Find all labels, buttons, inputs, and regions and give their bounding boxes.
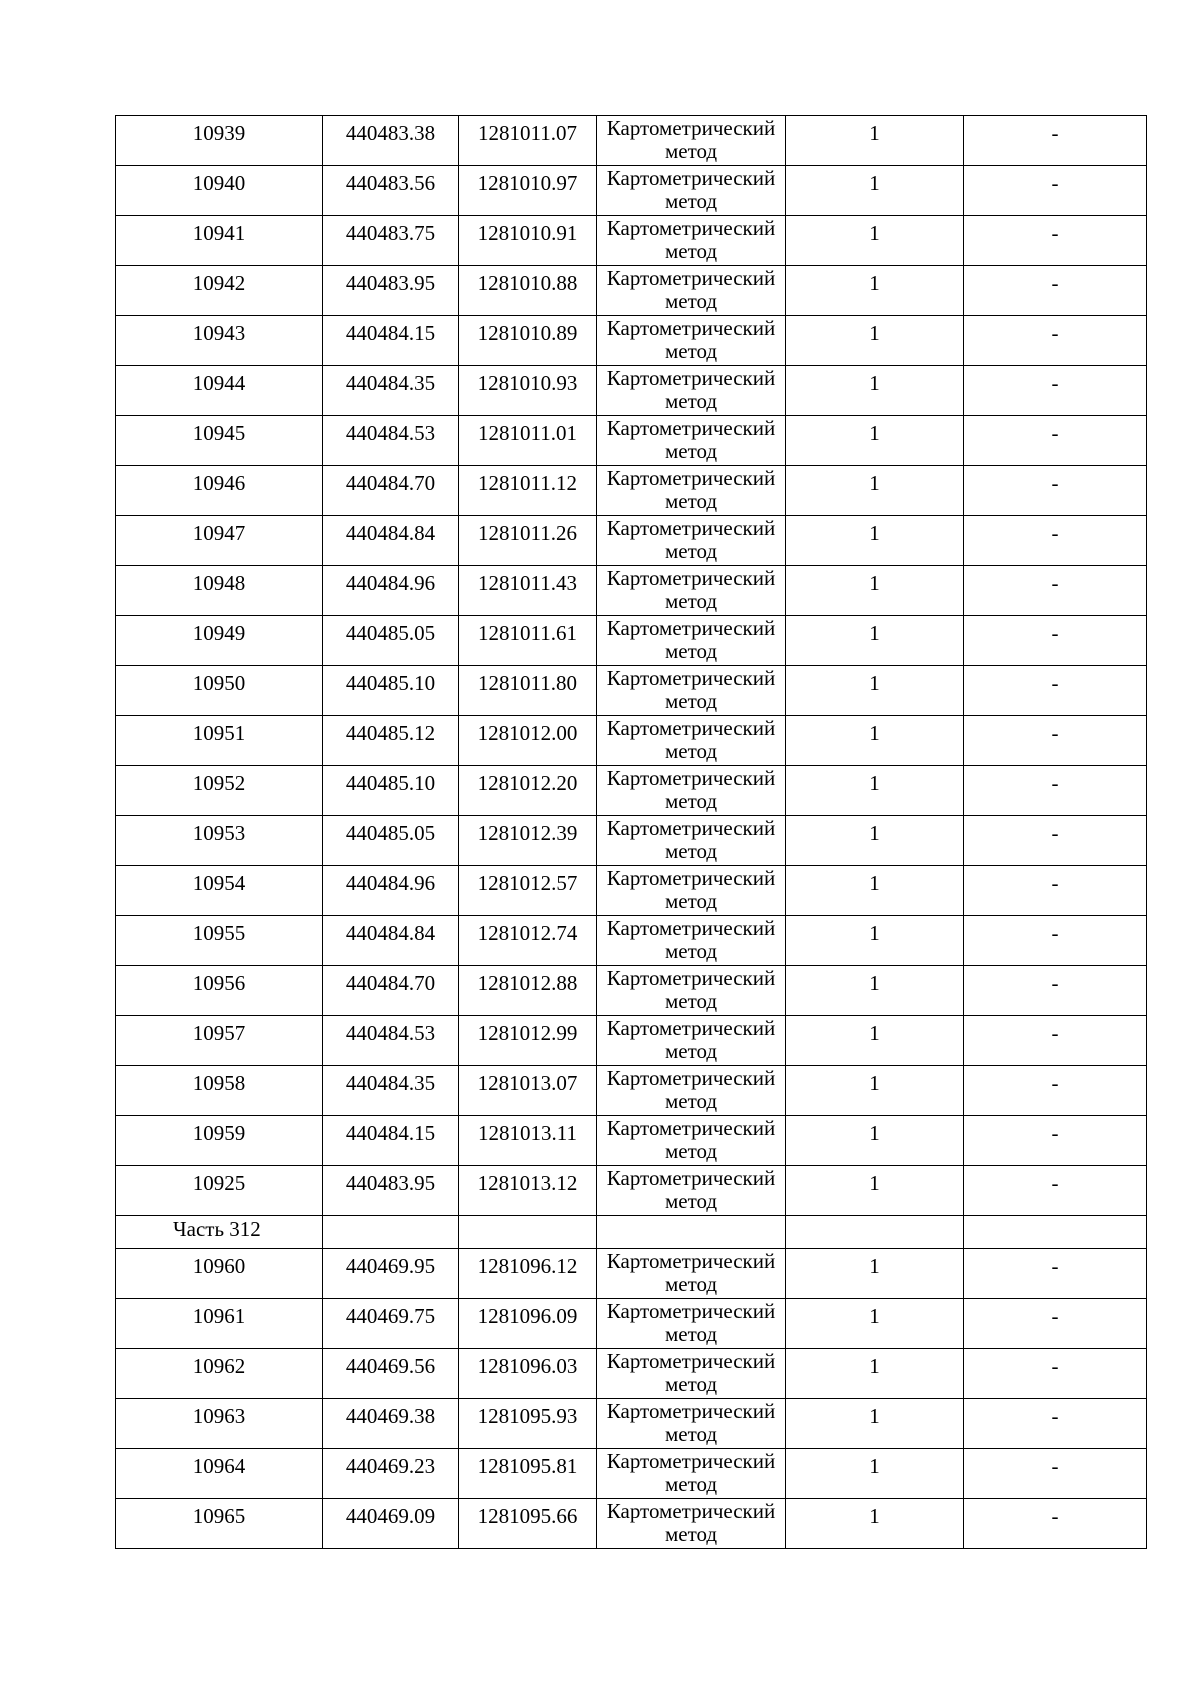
accuracy-cell: 1 (786, 1249, 964, 1299)
empty-cell (459, 1216, 597, 1249)
description-cell: - (964, 916, 1147, 966)
point-number-cell: 10942 (116, 266, 323, 316)
accuracy-cell: 1 (786, 916, 964, 966)
x-coordinate-cell: 440483.56 (323, 166, 459, 216)
table-row (116, 216, 1147, 266)
method-cell (597, 1399, 786, 1449)
description-cell: - (964, 1399, 1147, 1449)
y-coordinate-cell: 1281012.57 (459, 866, 597, 916)
accuracy-cell: 1 (786, 1349, 964, 1399)
description-cell: - (964, 466, 1147, 516)
x-coordinate-cell: 440469.95 (323, 1249, 459, 1299)
accuracy-cell: 1 (786, 766, 964, 816)
point-number-cell: 10957 (116, 1016, 323, 1066)
table-row (116, 466, 1147, 516)
x-coordinate-cell: 440469.56 (323, 1349, 459, 1399)
y-coordinate-cell: 1281012.99 (459, 1016, 597, 1066)
x-coordinate-cell: 440484.84 (323, 516, 459, 566)
method-text: метод (664, 839, 718, 863)
description-cell: - (964, 166, 1147, 216)
method-cell (597, 1066, 786, 1116)
method-text: Картометрический (606, 466, 776, 490)
method-cell (597, 516, 786, 566)
method-cell (597, 466, 786, 516)
y-coordinate-cell: 1281011.07 (459, 116, 597, 166)
method-text: метод (664, 1522, 718, 1546)
y-coordinate-cell: 1281011.61 (459, 616, 597, 666)
accuracy-cell: 1 (786, 116, 964, 166)
method-cell (597, 916, 786, 966)
point-number-cell: 10960 (116, 1249, 323, 1299)
method-text: метод (664, 189, 718, 213)
accuracy-cell: 1 (786, 1299, 964, 1349)
method-cell (597, 1249, 786, 1299)
table-row (116, 1499, 1147, 1549)
description-cell: - (964, 516, 1147, 566)
point-number-cell: 10925 (116, 1166, 323, 1216)
method-text: метод (664, 239, 718, 263)
y-coordinate-cell: 1281095.66 (459, 1499, 597, 1549)
method-text: метод (664, 989, 718, 1013)
method-text: метод (664, 289, 718, 313)
x-coordinate-cell: 440484.15 (323, 1116, 459, 1166)
y-coordinate-cell: 1281011.26 (459, 516, 597, 566)
method-text: Картометрический (606, 266, 776, 290)
description-cell: - (964, 1499, 1147, 1549)
point-number-cell: 10959 (116, 1116, 323, 1166)
description-cell: - (964, 1066, 1147, 1116)
x-coordinate-cell: 440484.15 (323, 316, 459, 366)
table-row (116, 766, 1147, 816)
accuracy-cell: 1 (786, 566, 964, 616)
method-cell (597, 116, 786, 166)
method-text: Картометрический (606, 216, 776, 240)
method-cell (597, 1449, 786, 1499)
y-coordinate-cell: 1281095.93 (459, 1399, 597, 1449)
method-cell (597, 166, 786, 216)
y-coordinate-cell: 1281096.09 (459, 1299, 597, 1349)
point-number-cell: 10949 (116, 616, 323, 666)
point-number-cell: 10943 (116, 316, 323, 366)
description-cell: - (964, 816, 1147, 866)
method-text: метод (664, 489, 718, 513)
method-cell (597, 366, 786, 416)
table-row (116, 166, 1147, 216)
table-row (116, 566, 1147, 616)
method-text: метод (664, 739, 718, 763)
description-cell: - (964, 366, 1147, 416)
method-text: метод (664, 589, 718, 613)
table-row (116, 1166, 1147, 1216)
method-text: Картометрический (606, 966, 776, 990)
table-row (116, 716, 1147, 766)
method-text: Картометрический (606, 916, 776, 940)
method-text: Картометрический (606, 1016, 776, 1040)
accuracy-cell: 1 (786, 166, 964, 216)
point-number-cell: 10958 (116, 1066, 323, 1116)
method-text: метод (664, 939, 718, 963)
method-text: метод (664, 139, 718, 163)
table-row (116, 616, 1147, 666)
accuracy-cell: 1 (786, 716, 964, 766)
x-coordinate-cell: 440469.75 (323, 1299, 459, 1349)
x-coordinate-cell: 440485.10 (323, 766, 459, 816)
description-cell: - (964, 566, 1147, 616)
method-text: Картометрический (606, 1166, 776, 1190)
description-cell: - (964, 416, 1147, 466)
point-number-cell: 10962 (116, 1349, 323, 1399)
table-row (116, 1399, 1147, 1449)
description-cell: - (964, 1016, 1147, 1066)
method-cell (597, 1499, 786, 1549)
method-text: метод (664, 1472, 718, 1496)
point-number-cell: 10956 (116, 966, 323, 1016)
method-text: метод (664, 1372, 718, 1396)
x-coordinate-cell: 440484.53 (323, 1016, 459, 1066)
x-coordinate-cell: 440484.96 (323, 566, 459, 616)
method-text: Картометрический (606, 316, 776, 340)
table-row (116, 666, 1147, 716)
method-text: Картометрический (606, 416, 776, 440)
method-cell (597, 766, 786, 816)
method-text: метод (664, 1189, 718, 1213)
method-text: метод (664, 1272, 718, 1296)
y-coordinate-cell: 1281096.03 (459, 1349, 597, 1399)
point-number-cell: 10946 (116, 466, 323, 516)
table-row (116, 1066, 1147, 1116)
method-cell (597, 1299, 786, 1349)
y-coordinate-cell: 1281095.81 (459, 1449, 597, 1499)
x-coordinate-cell: 440483.95 (323, 266, 459, 316)
accuracy-cell: 1 (786, 1066, 964, 1116)
table-row (116, 516, 1147, 566)
accuracy-cell: 1 (786, 616, 964, 666)
description-cell: - (964, 1249, 1147, 1299)
table-row (116, 366, 1147, 416)
accuracy-cell: 1 (786, 1016, 964, 1066)
x-coordinate-cell: 440483.75 (323, 216, 459, 266)
accuracy-cell: 1 (786, 216, 964, 266)
method-text: Картометрический (606, 616, 776, 640)
y-coordinate-cell: 1281012.39 (459, 816, 597, 866)
accuracy-cell: 1 (786, 966, 964, 1016)
y-coordinate-cell: 1281011.01 (459, 416, 597, 466)
accuracy-cell: 1 (786, 316, 964, 366)
description-cell: - (964, 616, 1147, 666)
method-cell (597, 816, 786, 866)
x-coordinate-cell: 440485.10 (323, 666, 459, 716)
method-cell (597, 616, 786, 666)
y-coordinate-cell: 1281013.07 (459, 1066, 597, 1116)
x-coordinate-cell: 440484.53 (323, 416, 459, 466)
method-cell (597, 716, 786, 766)
point-number-cell: 10954 (116, 866, 323, 916)
coordinates-table-body (116, 116, 1147, 1549)
method-cell (597, 266, 786, 316)
coordinates-table (115, 115, 1147, 1549)
y-coordinate-cell: 1281096.12 (459, 1249, 597, 1299)
x-coordinate-cell: 440484.84 (323, 916, 459, 966)
table-row (116, 1349, 1147, 1399)
accuracy-cell: 1 (786, 416, 964, 466)
empty-cell (964, 1216, 1147, 1249)
x-coordinate-cell: 440484.70 (323, 466, 459, 516)
method-text: Картометрический (606, 566, 776, 590)
empty-cell (323, 1216, 459, 1249)
accuracy-cell: 1 (786, 1399, 964, 1449)
y-coordinate-cell: 1281010.91 (459, 216, 597, 266)
table-row (116, 916, 1147, 966)
accuracy-cell: 1 (786, 666, 964, 716)
method-text: Картометрический (606, 1116, 776, 1140)
point-number-cell: 10963 (116, 1399, 323, 1449)
x-coordinate-cell: 440484.35 (323, 366, 459, 416)
table-row (116, 966, 1147, 1016)
x-coordinate-cell: 440469.09 (323, 1499, 459, 1549)
method-text: Картометрический (606, 166, 776, 190)
y-coordinate-cell: 1281011.12 (459, 466, 597, 516)
method-cell (597, 966, 786, 1016)
method-cell (597, 1116, 786, 1166)
accuracy-cell: 1 (786, 516, 964, 566)
point-number-cell: 10961 (116, 1299, 323, 1349)
point-number-cell: 10948 (116, 566, 323, 616)
method-text: метод (664, 1139, 718, 1163)
y-coordinate-cell: 1281010.97 (459, 166, 597, 216)
x-coordinate-cell: 440484.35 (323, 1066, 459, 1116)
accuracy-cell: 1 (786, 816, 964, 866)
method-text: метод (664, 1322, 718, 1346)
y-coordinate-cell: 1281013.11 (459, 1116, 597, 1166)
x-coordinate-cell: 440485.05 (323, 816, 459, 866)
point-number-cell: 10939 (116, 116, 323, 166)
method-text: метод (664, 539, 718, 563)
method-text: Картометрический (606, 366, 776, 390)
y-coordinate-cell: 1281013.12 (459, 1166, 597, 1216)
point-number-cell: 10944 (116, 366, 323, 416)
point-number-cell: 10953 (116, 816, 323, 866)
accuracy-cell: 1 (786, 1499, 964, 1549)
table-row (116, 1016, 1147, 1066)
accuracy-cell: 1 (786, 266, 964, 316)
method-cell (597, 666, 786, 716)
method-text: метод (664, 439, 718, 463)
part-label: Часть 312 (116, 1216, 323, 1249)
x-coordinate-cell: 440484.96 (323, 866, 459, 916)
table-row (116, 816, 1147, 866)
x-coordinate-cell: 440469.38 (323, 1399, 459, 1449)
table-row (116, 116, 1147, 166)
method-text: метод (664, 1422, 718, 1446)
accuracy-cell: 1 (786, 1166, 964, 1216)
description-cell: - (964, 266, 1147, 316)
description-cell: - (964, 716, 1147, 766)
y-coordinate-cell: 1281011.80 (459, 666, 597, 716)
y-coordinate-cell: 1281010.88 (459, 266, 597, 316)
method-cell (597, 1349, 786, 1399)
description-cell: - (964, 216, 1147, 266)
method-cell (597, 1166, 786, 1216)
y-coordinate-cell: 1281012.74 (459, 916, 597, 966)
method-cell (597, 416, 786, 466)
accuracy-cell: 1 (786, 466, 964, 516)
y-coordinate-cell: 1281010.93 (459, 366, 597, 416)
method-text: Картометрический (606, 1299, 776, 1323)
x-coordinate-cell: 440483.95 (323, 1166, 459, 1216)
method-text: метод (664, 689, 718, 713)
method-text: Картометрический (606, 1499, 776, 1523)
description-cell: - (964, 766, 1147, 816)
point-number-cell: 10964 (116, 1449, 323, 1499)
table-row (116, 1299, 1147, 1349)
y-coordinate-cell: 1281012.88 (459, 966, 597, 1016)
y-coordinate-cell: 1281012.20 (459, 766, 597, 816)
x-coordinate-cell: 440483.38 (323, 116, 459, 166)
point-number-cell: 10950 (116, 666, 323, 716)
description-cell: - (964, 116, 1147, 166)
table-row (116, 1249, 1147, 1299)
point-number-cell: 10945 (116, 416, 323, 466)
description-cell: - (964, 1299, 1147, 1349)
point-number-cell: 10965 (116, 1499, 323, 1549)
method-text: Картометрический (606, 716, 776, 740)
method-text: метод (664, 1089, 718, 1113)
method-text: Картометрический (606, 866, 776, 890)
description-cell: - (964, 1166, 1147, 1216)
method-text: Картометрический (606, 516, 776, 540)
method-text: Картометрический (606, 1449, 776, 1473)
method-text: метод (664, 1039, 718, 1063)
accuracy-cell: 1 (786, 1116, 964, 1166)
method-text: метод (664, 789, 718, 813)
accuracy-cell: 1 (786, 366, 964, 416)
method-text: метод (664, 889, 718, 913)
point-number-cell: 10947 (116, 516, 323, 566)
table-row (116, 1449, 1147, 1499)
y-coordinate-cell: 1281010.89 (459, 316, 597, 366)
table-row (116, 1116, 1147, 1166)
method-text: Картометрический (606, 1349, 776, 1373)
description-cell: - (964, 1349, 1147, 1399)
y-coordinate-cell: 1281012.00 (459, 716, 597, 766)
method-text: метод (664, 639, 718, 663)
method-text: Картометрический (606, 1066, 776, 1090)
empty-cell (597, 1216, 786, 1249)
method-cell (597, 216, 786, 266)
point-number-cell: 10941 (116, 216, 323, 266)
table-row (116, 266, 1147, 316)
point-number-cell: 10940 (116, 166, 323, 216)
x-coordinate-cell: 440484.70 (323, 966, 459, 1016)
x-coordinate-cell: 440469.23 (323, 1449, 459, 1499)
method-text: Картометрический (606, 1249, 776, 1273)
description-cell: - (964, 1116, 1147, 1166)
accuracy-cell: 1 (786, 866, 964, 916)
method-text: метод (664, 389, 718, 413)
accuracy-cell: 1 (786, 1449, 964, 1499)
method-cell (597, 316, 786, 366)
method-text: Картометрический (606, 766, 776, 790)
point-number-cell: 10951 (116, 716, 323, 766)
point-number-cell: 10952 (116, 766, 323, 816)
description-cell: - (964, 966, 1147, 1016)
method-cell (597, 1016, 786, 1066)
method-text: Картометрический (606, 1399, 776, 1423)
table-row (116, 416, 1147, 466)
description-cell: - (964, 1449, 1147, 1499)
description-cell: - (964, 316, 1147, 366)
method-text: Картометрический (606, 666, 776, 690)
x-coordinate-cell: 440485.05 (323, 616, 459, 666)
table-row (116, 316, 1147, 366)
y-coordinate-cell: 1281011.43 (459, 566, 597, 616)
method-cell (597, 566, 786, 616)
x-coordinate-cell: 440485.12 (323, 716, 459, 766)
description-cell: - (964, 866, 1147, 916)
description-cell: - (964, 666, 1147, 716)
method-text: Картометрический (606, 816, 776, 840)
empty-cell (786, 1216, 964, 1249)
method-cell (597, 866, 786, 916)
point-number-cell: 10955 (116, 916, 323, 966)
method-text: метод (664, 339, 718, 363)
table-row (116, 866, 1147, 916)
method-text: Картометрический (606, 116, 776, 140)
part-header-row (116, 1216, 1147, 1249)
